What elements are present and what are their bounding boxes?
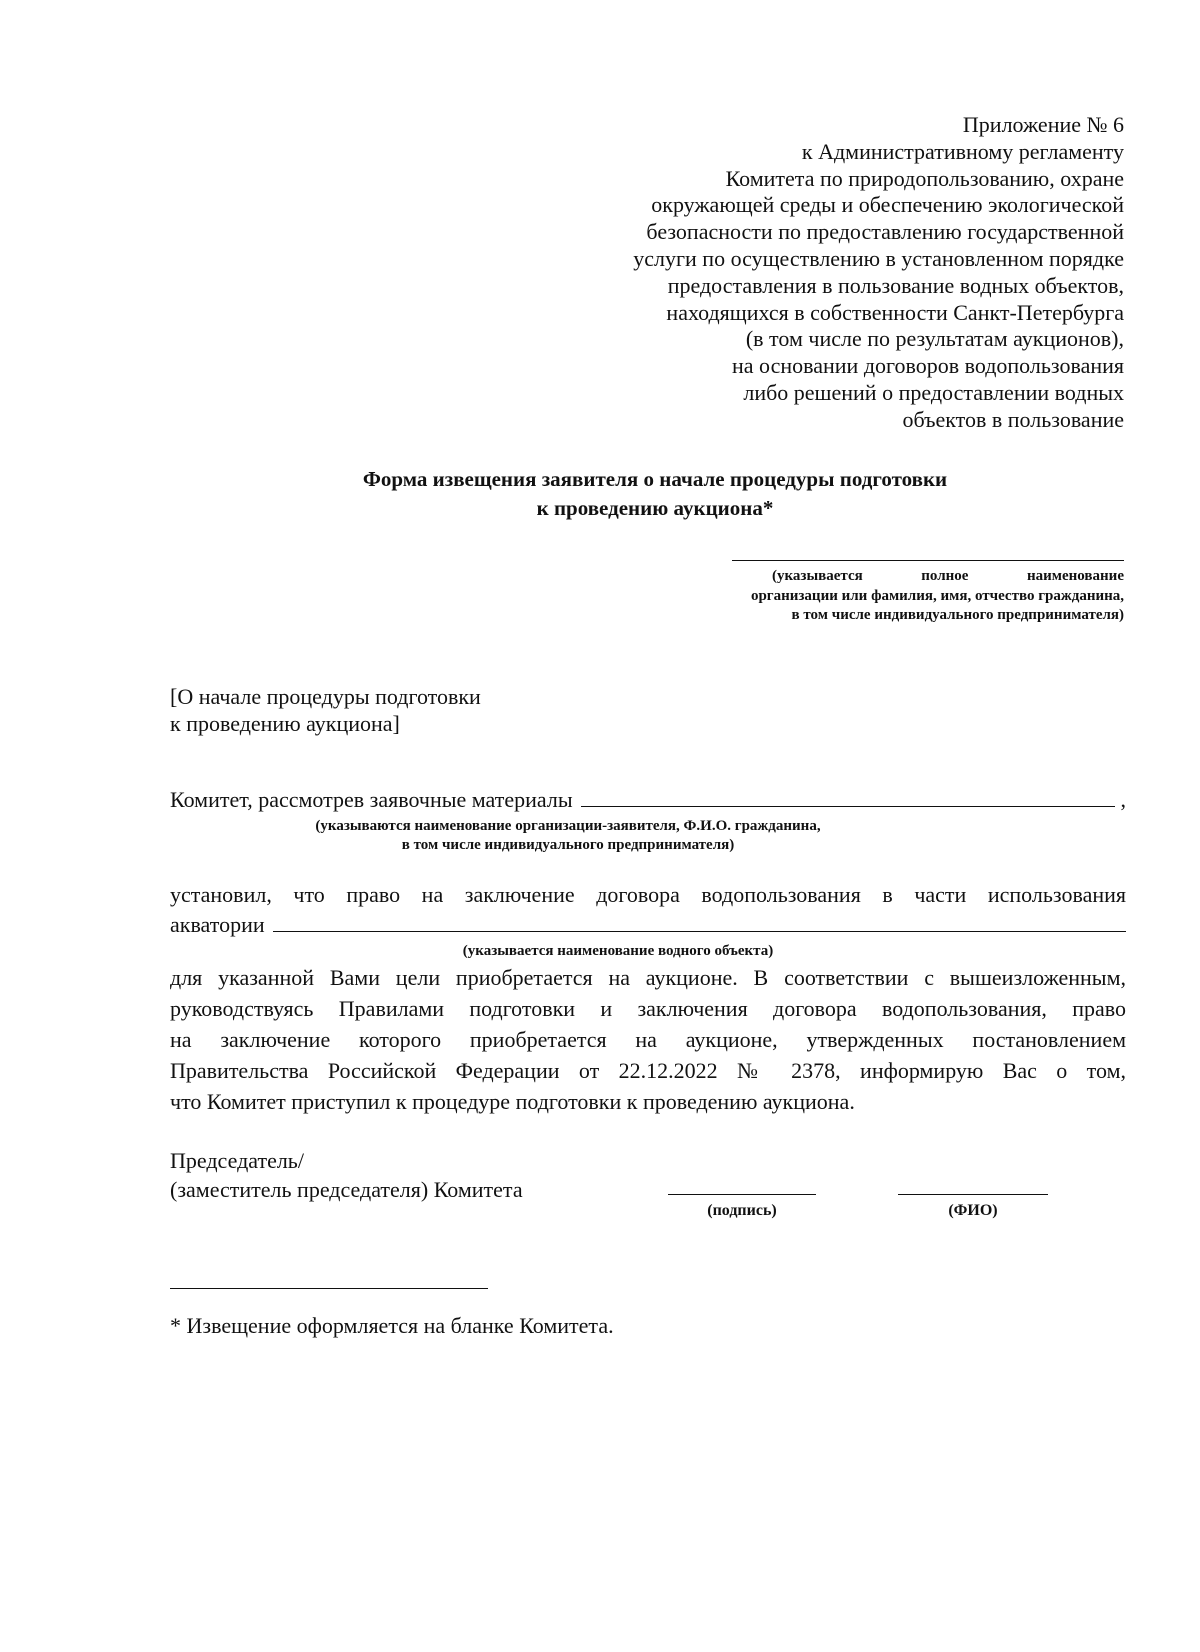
signature-blank-line <box>668 1194 816 1195</box>
subject-line: к проведению аукциона] <box>170 711 400 736</box>
appendix-line: (в том числе по результатам аукционов), <box>745 326 1124 352</box>
addressee-block <box>732 560 1124 626</box>
paragraph-decision <box>170 880 1126 1117</box>
footnote-divider <box>170 1288 488 1289</box>
paragraph-body <box>170 962 1126 1117</box>
appendix-line: предоставления в пользование водных объектов, <box>667 272 1124 298</box>
footnote: * Извещение оформляется на бланке Комитета. <box>170 1313 614 1338</box>
appendix-line: к Административному регламенту <box>801 138 1124 164</box>
applicant-hint <box>170 817 1126 855</box>
paragraph-line: установил, что право на заключение договора водопользования в части использования <box>170 882 1126 907</box>
addressee-hint-word: наименование <box>1027 568 1124 584</box>
paragraph-line: что Комитет приступил к процедуре подготовки к проведению аукциона. <box>170 1089 855 1114</box>
paragraph-line: на заключение которого приобретается на аукционе, утвержденных постановлением <box>170 1027 1126 1052</box>
form-title <box>0 465 1200 523</box>
appendix-line: Комитета по природопользованию, охране <box>725 165 1124 191</box>
addressee-hint-line: организации или фамилия, имя, отчество гражданина, <box>750 587 1124 604</box>
appendix-line: окружающей среды и обеспечению экологической <box>651 192 1124 218</box>
appendix-line: услуги по осуществлению в установленном порядке <box>633 245 1124 271</box>
applicant-hint-line: в том числе индивидуального предпринимателя) <box>401 837 735 853</box>
subject-block <box>170 683 481 737</box>
form-title-line: Форма извещения заявителя о начале процедуры подготовки <box>362 467 948 491</box>
addressee-blank-line <box>732 560 1124 561</box>
paragraph-text: Комитет, рассмотрев заявочные материалы <box>170 787 573 812</box>
appendix-line: объектов в пользование <box>902 406 1124 432</box>
signature-block <box>170 1146 523 1204</box>
paragraph-line: для указанной Вами цели приобретается на аукционе. В соответствии с вышеизложенным, <box>170 965 1126 990</box>
paragraph-line: Правительства Российской Федерации от 22.12.2022 № 2378, информирую Вас о том, <box>170 1058 1126 1083</box>
appendix-line: на основании договоров водопользования <box>732 353 1124 379</box>
signatory-title: (заместитель председателя) Комитета <box>170 1177 523 1202</box>
subject-line: [О начале процедуры подготовки <box>170 684 481 709</box>
appendix-line: находящихся в собственности Санкт-Петербурга <box>666 299 1124 325</box>
appendix-header <box>633 112 1124 434</box>
form-title-line: к проведению аукциона* <box>536 496 774 520</box>
paragraph-text: акватории <box>170 912 265 937</box>
addressee-hint-word: (указывается <box>772 568 863 584</box>
name-blank-line <box>898 1194 1048 1195</box>
addressee-hint <box>732 567 1124 626</box>
appendix-line: либо решений о предоставлении водных <box>743 379 1124 405</box>
signatory-title: Председатель/ <box>170 1148 304 1173</box>
applicant-hint-line: (указываются наименование организации-заявителя, Ф.И.О. гражданина, <box>315 818 821 834</box>
applicant-blank-line <box>581 786 1115 807</box>
water-body-hint: (указывается наименование водного объекта) <box>462 943 774 959</box>
appendix-line: безопасности по предоставлению государственной <box>646 219 1124 245</box>
paragraph-text: , <box>1120 787 1126 812</box>
paragraph-committee <box>170 786 1126 855</box>
appendix-line: Приложение № 6 <box>962 112 1124 137</box>
signature-hint: (подпись) <box>707 1202 777 1219</box>
water-body-blank-line <box>273 911 1126 932</box>
addressee-hint-word: полное <box>921 568 969 584</box>
addressee-hint-line: в том числе индивидуального предпринимателя) <box>791 607 1124 623</box>
paragraph-line: руководствуясь Правилами подготовки и заключения договора водопользования, право <box>170 996 1126 1021</box>
name-hint: (ФИО) <box>948 1202 998 1219</box>
